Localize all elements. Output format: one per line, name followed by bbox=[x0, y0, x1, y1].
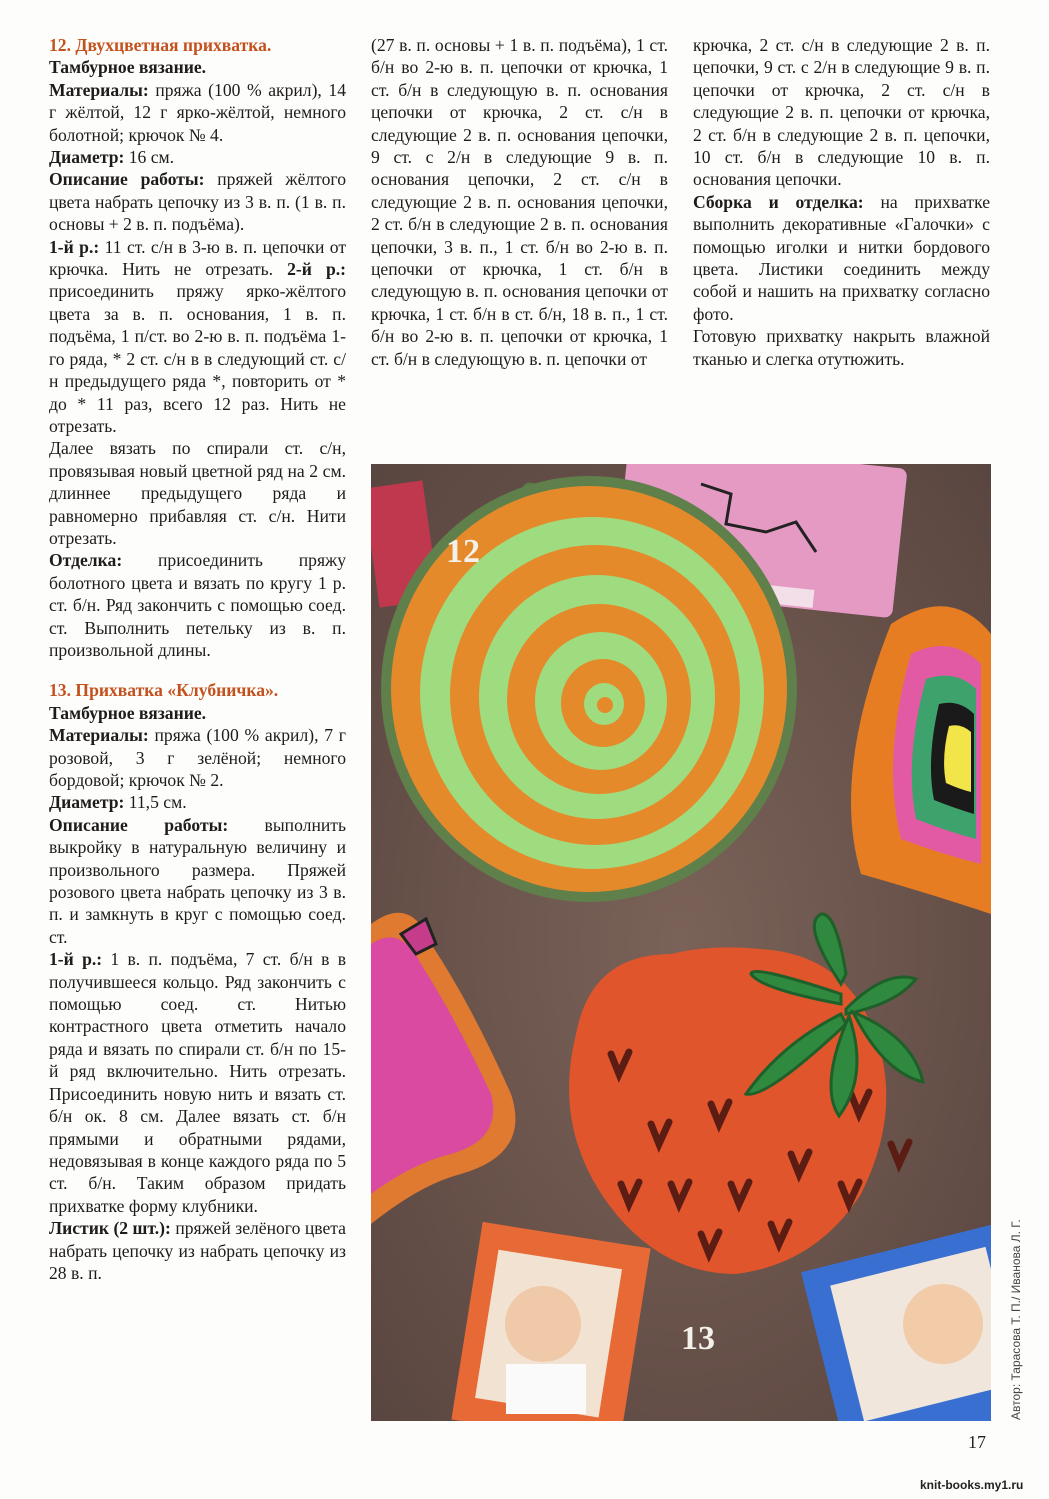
col1-paragraph: Диаметр: 16 см. bbox=[49, 147, 175, 168]
spiral-potholder bbox=[381, 476, 797, 902]
col1-paragraph: Далее вязать по спирали ст. с/н, провязывая новый цветной ряд на 2 см. длиннее предыдущего ряда и равномерно прибавляя ст. с/н. Нити отрезать. bbox=[49, 438, 346, 548]
col1-paragraph: Отделка: присоединить пряжу болотного цвета и вязать по кругу 1 р. ст. б/н. Ряд закончить с помощью соед. ст. Выполнить петельку из в. п. произвольной длины. bbox=[49, 550, 346, 660]
photo-label-13: 13 bbox=[681, 1320, 715, 1357]
col1-paragraph: 1-й р.: 1 в. п. подъёма, 7 ст. б/н в в получившееся кольцо. Ряд закончить с помощью соед. ст. Нитью контрастного цвета отметить начало ряда и вязать по спирали ст. б/н по 15-й ряд включительно. Нить отрезать. Присоединить новую нить и вязать ст. б/н ок. 8 см. Далее вязать ст. б/н прямыми и обратными рядами, недовязывая в конце каждого ряда по 5 ст. б/н. Таким образом придать прихватке форму клубники. bbox=[49, 949, 346, 1216]
text-column-3 bbox=[693, 34, 990, 370]
product-photo bbox=[371, 464, 991, 1421]
col1-paragraph: 13. Прихватка «Клубничка». bbox=[49, 680, 279, 701]
col1-paragraph: Описание работы: пряжей жёлтого цвета набрать цепочку из 3 в. п. (1 в. п. основы + 2 в. п. подъёма). bbox=[49, 169, 346, 235]
author-caption: Автор: Тарасова Т. П./ Иванова Л. Г. bbox=[1009, 1219, 1023, 1420]
col1-paragraph: Тамбурное вязание. bbox=[49, 702, 207, 723]
col1-paragraph: Описание работы: выполнить выкройку в натуральную величину и произвольного размера. Пряжей розового цвета набрать цепочку из 3 в. п. и замкнуть в круг с помощью соед. ст. bbox=[49, 814, 346, 947]
col1-paragraph: Материалы: пряжа (100 % акрил), 14 г жёлтой, 12 г ярко-жёлтой, немного болотной; крючок № 4. bbox=[49, 79, 346, 145]
photo-frame-1 bbox=[451, 1222, 650, 1421]
col1-paragraph: 12. Двухцветная прихватка. bbox=[49, 35, 272, 55]
col1-paragraph: 1-й р.: 11 ст. с/н в 3-ю в. п. цепочки от крючка. Нить не отрезать. 2-й р.: присоединить пряжу ярко-жёлтого цвета за в. п. основания, 1 в. п. подъёма, 1 п/ст. во 2-ю в. п. подъёма 1-го ряда, * 2 ст. с/н в в следующий ст. с/н предыдущего ряда *, повторить от * до * 11 раз, всего 12 раз. Нить не отрезать. bbox=[49, 236, 347, 436]
text-column-2 bbox=[371, 34, 668, 370]
text-column-1 bbox=[49, 34, 346, 1284]
col1-paragraph: Тамбурное вязание. bbox=[49, 57, 207, 78]
col3-paragraph: крючка, 2 ст. с/н в следующие 2 в. п. цепочки, 9 ст. с 2/н в следующие 9 в. п. цепочки от крючка, 2 ст. с/н в следующие 2 в. п. цепочки от крючка, 2 ст. б/н в следующие 2 в. п. цепочки, 10 ст. б/н в следующие 10 в. п. основания цепочки. bbox=[693, 35, 990, 190]
col1-paragraph: Диаметр: 11,5 см. bbox=[49, 792, 187, 813]
col2-paragraph: (27 в. п. основы + 1 в. п. подъёма), 1 ст. б/н во 2-ю в. п. цепочки от крючка, 1 ст. б/н в следующую в. п. основания цепочки от крючка, 2 ст. с/н в следующие 2 в. п. основания цепочки, 9 ст. с 2/н в следующие 9 в. п. основания цепочки, 2 ст. с/н в следующие 2 в. п. основания цепочки, 2 ст. б/н в следующие 2 в. п. основания цепочки, 3 в. п., 1 ст. б/н во 2-ю в. п. цепочки от крючка, 1 ст. б/н в следующую в. п. основания цепочки от крючка, 1 ст. б/н в ст. б/н, 18 в. п., 1 ст. б/н во 2-ю в. п. цепочки от крючка, 1 ст. б/н в следующую в. п. цепочки от bbox=[371, 35, 668, 369]
col3-paragraph: Готовую прихватку накрыть влажной тканью и слегка отутюжить. bbox=[693, 326, 990, 369]
website-link[interactable]: knit-books.my1.ru bbox=[920, 1478, 1024, 1492]
col3-paragraph: Сборка и отделка: на прихватке выполнить декоративные «Галочки» с помощью иголки и нитки бордового цвета. Листики соединить между собой и нашить на прихватку согласно фото. bbox=[693, 191, 991, 324]
col1-paragraph: Материалы: пряжа (100 % акрил), 7 г розовой, 3 г зелёной; немного бордовой; крючок № 2. bbox=[49, 725, 346, 790]
col1-paragraph: Листик (2 шт.): пряжей зелёного цвета набрать цепочку из набрать цепочку из 28 в. п. bbox=[49, 1218, 346, 1283]
photo-label-12: 12 bbox=[446, 533, 480, 570]
page-number: 17 bbox=[968, 1432, 986, 1452]
